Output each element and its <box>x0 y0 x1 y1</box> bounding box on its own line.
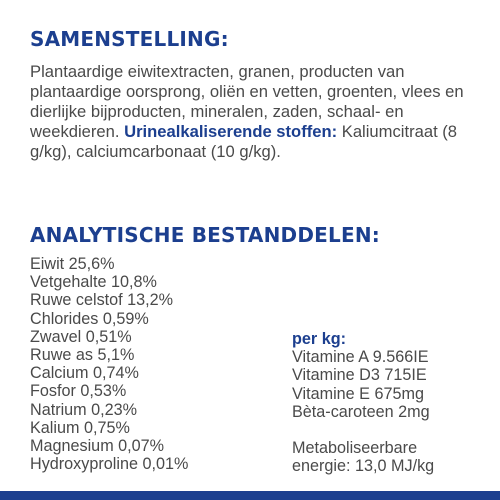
analytic-item: Chlorides 0,59% <box>30 309 149 328</box>
composition-ingredients: Plantaardige eiwitextracten, granen, producten van plantaardige oorsprong, oliën en vetten, groenten, vlees en dierlijke bijproducten, mineralen, zaden, schaal- en weekdieren. <box>30 62 464 141</box>
spacer <box>292 421 434 439</box>
vitamin-item: Vitamine D3 715IE <box>292 366 427 385</box>
vitamin-item: Bèta-caroteen 2mg <box>292 402 430 421</box>
analytic-list <box>30 255 188 473</box>
analytic-item: Ruwe as 5,1% <box>30 346 135 365</box>
composition-text <box>30 62 480 162</box>
analytic-heading: ANALYTISCHE BESTANDDELEN: <box>30 223 380 247</box>
analytic-item: Vetgehalte 10,8% <box>30 273 157 292</box>
analytic-item: Ruwe celstof 13,2% <box>30 291 174 310</box>
analytic-item: Calcium 0,74% <box>30 364 139 383</box>
energy-value: energie: 13,0 MJ/kg <box>292 457 435 476</box>
analytic-item: Eiwit 25,6% <box>30 255 115 273</box>
vitamin-item: Vitamine E 675mg <box>292 384 424 403</box>
vitamin-item: Vitamine A 9.566IE <box>292 348 429 367</box>
urine-alkalizing-label: Urinealkaliserende stoffen: <box>124 122 338 141</box>
per-kg-list <box>292 330 434 476</box>
analytic-item: Magnesium 0,07% <box>30 437 165 456</box>
urine-alkalizing-text: Kaliumcitraat (8 g/kg), calciumcarbonaat (10 g/kg). <box>30 122 458 161</box>
bottom-bar <box>0 491 500 500</box>
analytic-item: Zwavel 0,51% <box>30 327 132 346</box>
composition-heading: SAMENSTELLING: <box>30 27 229 51</box>
analytic-item: Kalium 0,75% <box>30 418 130 437</box>
per-kg-label: per kg: <box>292 330 346 348</box>
analytic-item: Hydroxyproline 0,01% <box>30 455 189 474</box>
analytic-item: Fosfor 0,53% <box>30 382 127 401</box>
energy-label: Metaboliseerbare <box>292 439 418 458</box>
analytic-item: Natrium 0,23% <box>30 400 138 419</box>
